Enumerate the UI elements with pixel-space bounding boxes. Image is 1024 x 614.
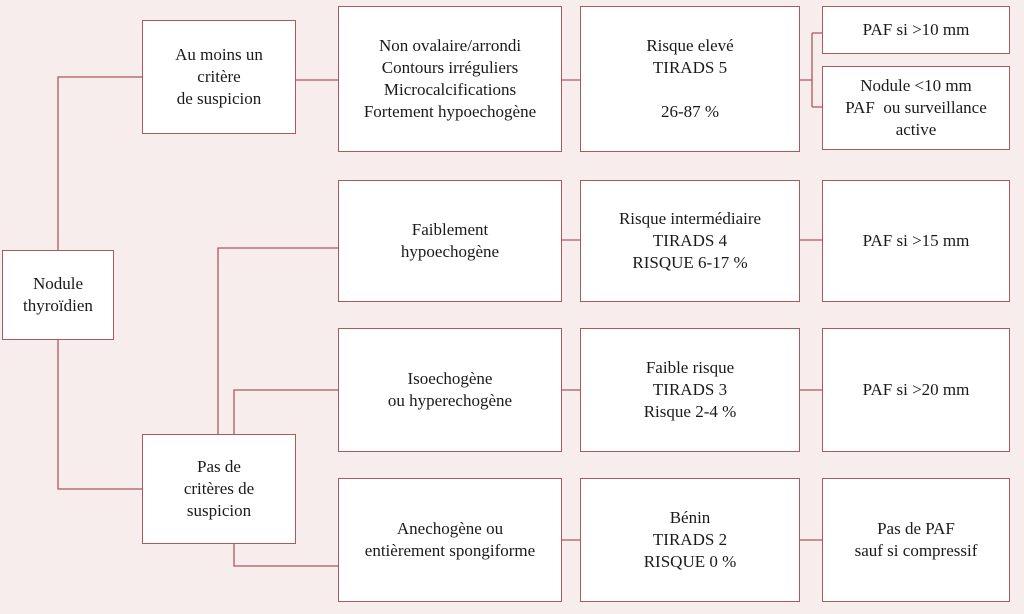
box-paf-15 (822, 180, 1010, 302)
connector-root-suspicion (58, 77, 142, 250)
connector-nosusp-anecho (234, 544, 338, 566)
box-line: Au moins un (175, 45, 263, 64)
box-line: entièrement spongiforme (364, 541, 536, 560)
box-line: sauf si compressif (854, 541, 978, 560)
box-line: PAF si >15 mm (862, 231, 970, 250)
box-line: PAF ou surveillance (845, 98, 987, 117)
box-line: TIRADS 5 (652, 58, 728, 77)
box-tirads-4 (580, 180, 800, 302)
box-tirads-5 (580, 6, 800, 152)
box-line: Faiblement (411, 220, 489, 239)
connector-root-no-suspicion (58, 340, 142, 489)
box-line: ou hyperechogène (387, 391, 513, 410)
box-au-moins-un-critere (142, 20, 296, 134)
box-line: Bénin (669, 508, 711, 527)
box-line: Risque intermédiaire (618, 209, 762, 228)
box-line: Risque 2-4 % (643, 402, 737, 421)
box-line: Pas de (197, 457, 241, 476)
box-line: Pas de PAF (877, 519, 955, 538)
box-line: RISQUE 6-17 % (632, 253, 748, 272)
connector-nosusp-faible (218, 248, 338, 434)
box-tirads-2 (580, 478, 800, 602)
box-line: Nodule <10 mm (860, 76, 972, 95)
box-line: TIRADS 2 (652, 530, 728, 549)
box-line: TIRADS 3 (652, 380, 728, 399)
box-anechogene (338, 478, 562, 602)
box-line: critères de (183, 479, 255, 498)
box-line: Fortement hypoechogène (363, 102, 537, 121)
box-line: TIRADS 4 (652, 231, 728, 250)
box-line: suspicion (186, 501, 252, 520)
box-line: Anechogène ou (396, 519, 504, 538)
box-line: Contours irréguliers (381, 58, 519, 77)
box-line: PAF si >10 mm (862, 20, 970, 39)
box-criteres-suspects (338, 6, 562, 152)
box-line: 26-87 % (660, 102, 720, 121)
box-line: critère (197, 67, 241, 86)
box-line: Non ovalaire/arrondi (378, 36, 522, 55)
box-line: Risque elevé (646, 36, 734, 55)
box-line: Isoechogène (407, 369, 493, 388)
box-tirads-3 (580, 328, 800, 452)
box-nodule-thyroidien (2, 250, 114, 340)
box-isoechogene (338, 328, 562, 452)
box-line: active (895, 120, 937, 139)
connector-tirads5-actions (800, 33, 822, 107)
box-line: PAF si >20 mm (862, 380, 970, 399)
connector-nosusp-iso (234, 390, 338, 434)
box-paf-20 (822, 328, 1010, 452)
box-line: RISQUE 0 % (643, 552, 737, 571)
box-paf-10 (822, 6, 1010, 54)
box-line: Nodule (32, 274, 84, 293)
box-pas-de-criteres (142, 434, 296, 544)
box-line: hypoechogène (400, 242, 500, 261)
box-nodule-10 (822, 66, 1010, 150)
box-line: Microcalcifications (383, 80, 517, 99)
box-line: thyroïdien (23, 296, 93, 315)
box-line: de suspicion (176, 89, 262, 108)
box-line: Faible risque (645, 358, 735, 377)
box-faiblement-hypoechogene (338, 180, 562, 302)
box-pas-de-paf (822, 478, 1010, 602)
